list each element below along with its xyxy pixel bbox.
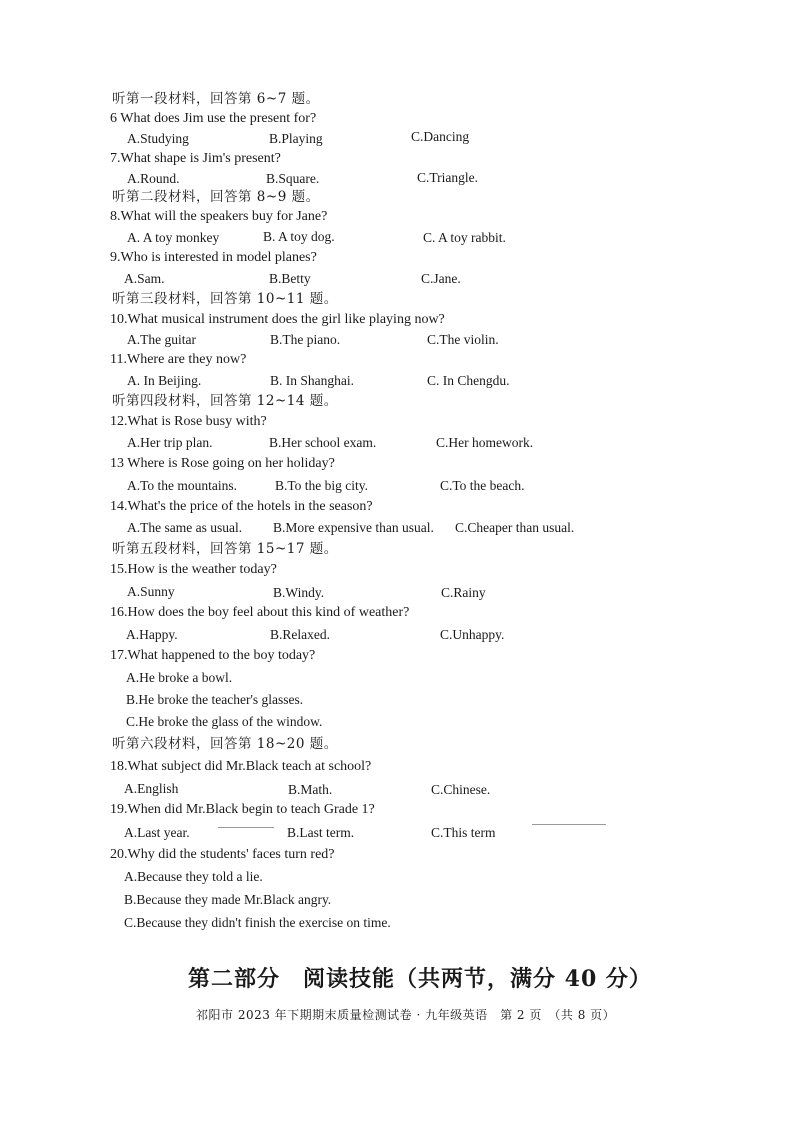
section-heading-4: 听第四段材料，回答第 12~14 题。 (112, 393, 338, 409)
q14-option-b: B.More expensive than usual. (273, 520, 434, 535)
q10-option-b: B.The piano. (270, 332, 341, 347)
question-8: 8.What will the speakers buy for Jane? (110, 209, 328, 224)
question-10: 10.What musical instrument does the girl like playing now? (110, 312, 445, 327)
q18-option-c: C.Chinese. (431, 782, 491, 797)
q14-option-a: A.The same as usual. (127, 520, 243, 535)
q9-option-b: B.Betty (269, 271, 311, 286)
section-heading-5: 听第五段材料，回答第 15~17 题。 (112, 541, 338, 557)
q9-option-c: C.Jane. (421, 271, 461, 286)
question-14: 14.What's the price of the hotels in the season? (110, 499, 373, 514)
q8-option-b: B. A toy dog. (263, 229, 335, 244)
question-15: 15.How is the weather today? (110, 562, 277, 577)
question-7: 7.What shape is Jim's present? (110, 151, 281, 166)
q13-option-c: C.To the beach. (440, 478, 525, 493)
q17-option-a: A.He broke a bowl. (126, 670, 233, 685)
q7-option-b: B.Square. (266, 171, 320, 186)
q19-option-c: C.This term (431, 825, 496, 840)
question-6: 6 What does Jim use the present for? (110, 111, 317, 126)
q6-option-b: B.Playing (269, 131, 323, 146)
q13-option-a: A.To the mountains. (127, 478, 238, 493)
q19-option-b: B.Last term. (287, 825, 355, 840)
question-16: 16.How does the boy feel about this kind of weather? (110, 605, 410, 620)
section-heading-6: 听第六段材料，回答第 18~20 题。 (112, 736, 338, 752)
q10-option-c: C.The violin. (427, 332, 499, 347)
question-19: 19.When did Mr.Black begin to teach Grade 1? (110, 802, 375, 817)
q10-option-a: A.The guitar (127, 332, 196, 347)
q17-option-b: B.He broke the teacher's glasses. (126, 692, 304, 707)
scan-smudge (532, 824, 606, 825)
q6-option-c: C.Dancing (411, 129, 470, 144)
q19-option-a: A.Last year. (124, 825, 190, 840)
q15-option-a: A.Sunny (127, 584, 175, 599)
q8-option-a: A. A toy monkey (127, 230, 220, 245)
q12-option-c: C.Her homework. (436, 435, 534, 450)
q20-option-c: C.Because they didn't finish the exercise on time. (124, 915, 391, 930)
question-17: 17.What happened to the boy today? (110, 648, 316, 663)
q16-option-b: B.Relaxed. (270, 627, 330, 642)
q15-option-b: B.Windy. (273, 585, 325, 600)
section-heading-3: 听第三段材料，回答第 10~11 题。 (112, 291, 338, 307)
question-9: 9.Who is interested in model planes? (110, 250, 317, 265)
q18-option-b: B.Math. (288, 782, 333, 797)
question-13: 13 Where is Rose going on her holiday? (110, 456, 335, 471)
q17-option-c: C.He broke the glass of the window. (126, 714, 323, 729)
q8-option-c: C. A toy rabbit. (423, 230, 506, 245)
question-20: 20.Why did the students' faces turn red? (110, 847, 335, 862)
part-two-title: 第二部分 阅读技能（共两节，满分 40 分） (188, 966, 652, 992)
q12-option-b: B.Her school exam. (269, 435, 377, 450)
q18-option-a: A.English (124, 781, 179, 796)
q9-option-a: A.Sam. (124, 271, 165, 286)
q13-option-b: B.To the big city. (275, 478, 369, 493)
q16-option-a: A.Happy. (126, 627, 178, 642)
question-18: 18.What subject did Mr.Black teach at school? (110, 759, 372, 774)
q11-option-a: A. In Beijing. (127, 373, 202, 388)
q14-option-c: C.Cheaper than usual. (455, 520, 575, 535)
question-11: 11.Where are they now? (110, 352, 247, 367)
q12-option-a: A.Her trip plan. (127, 435, 213, 450)
question-12: 12.What is Rose busy with? (110, 414, 267, 429)
section-heading-1: 听第一段材料，回答第 6~7 题。 (112, 91, 320, 107)
q6-option-a: A.Studying (127, 131, 189, 146)
q7-option-a: A.Round. (127, 171, 180, 186)
q15-option-c: C.Rainy (441, 585, 486, 600)
q16-option-c: C.Unhappy. (440, 627, 505, 642)
q20-option-a: A.Because they told a lie. (124, 869, 263, 884)
q7-option-c: C.Triangle. (417, 170, 479, 185)
q11-option-b: B. In Shanghai. (270, 373, 354, 388)
q20-option-b: B.Because they made Mr.Black angry. (124, 892, 332, 907)
q11-option-c: C. In Chengdu. (427, 373, 510, 388)
section-heading-2: 听第二段材料，回答第 8~9 题。 (112, 189, 320, 205)
scan-smudge (218, 827, 274, 828)
page-footer: 祁阳市 2023 年下期期末质量检测试卷 · 九年级英语 第 2 页 （共 8 页） (196, 1008, 616, 1022)
